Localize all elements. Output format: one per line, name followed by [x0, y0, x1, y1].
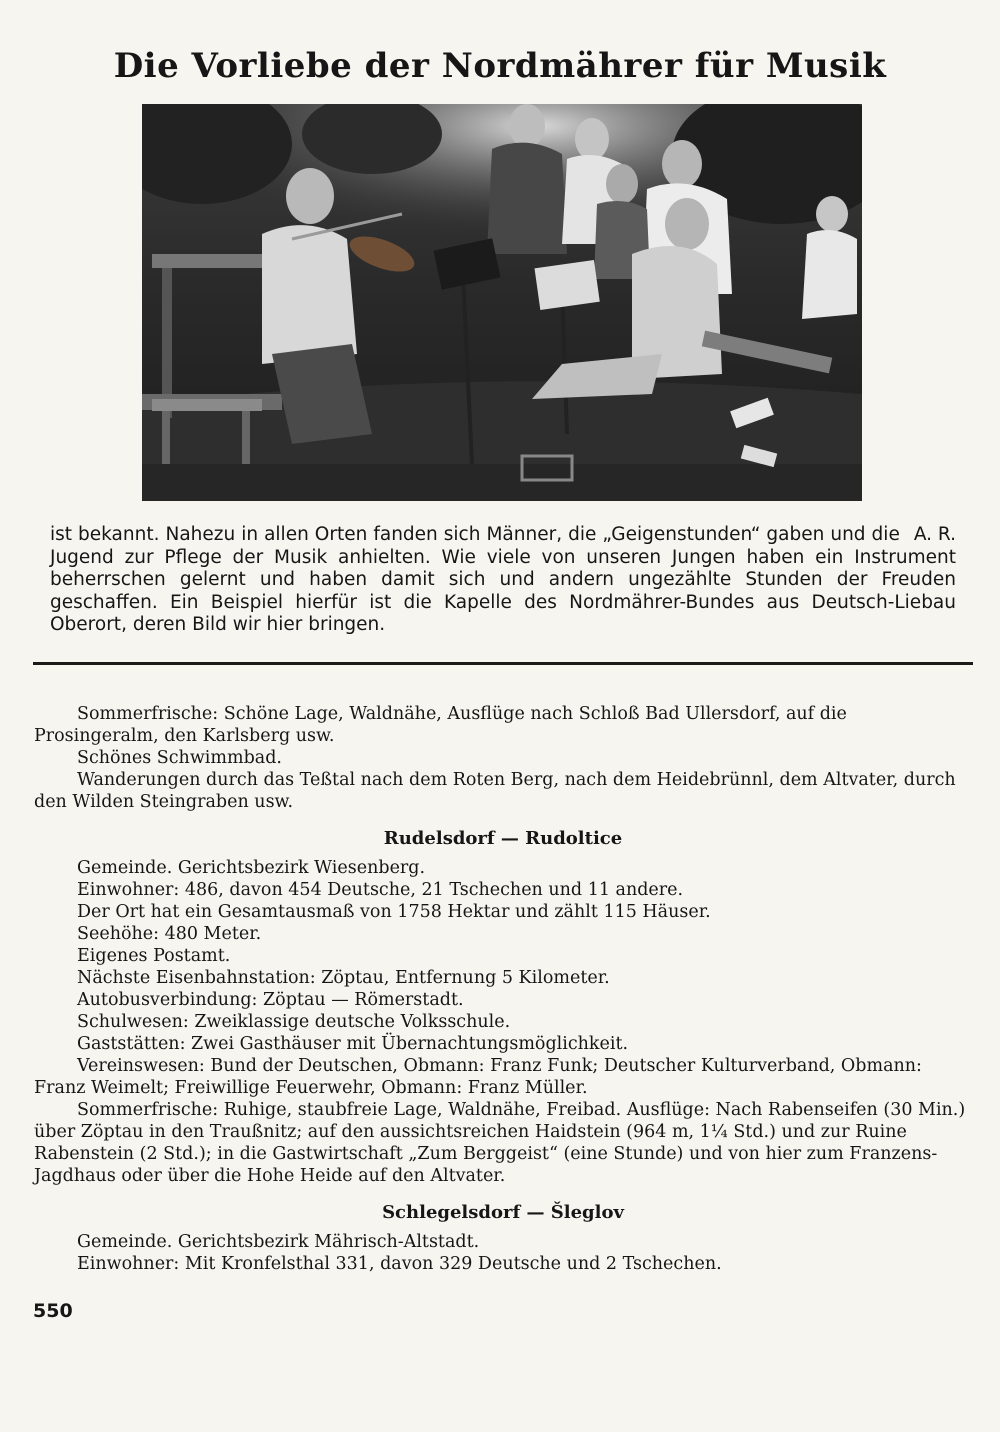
page-number: 550 [33, 1300, 73, 1322]
caption-signature: A. R. [913, 524, 956, 545]
page-title: Die Vorliebe der Nordmährer für Musik [113, 46, 887, 86]
photo-caption [50, 524, 956, 637]
paragraph: Gemeinde. Gerichtsbezirk Wiesenberg. [77, 858, 426, 878]
paragraph: Einwohner: 486, davon 454 Deutsche, 21 Tschechen und 11 andere. [77, 880, 684, 900]
photo-musicians [142, 104, 862, 501]
caption-body: ist bekannt. Nahezu in allen Orten fanden sich Männer, die „Geigenstunden“ gaben und die Jugend zur Pflege der Musik anhielten. Wie viele von unseren Jungen haben ein Instrument beherrschen gelernt und haben damit sich und andern ungezählte Stunden der Freuden geschaffen. Ein Beispiel hierfür ist die Kapelle des Nordmährer-Bundes aus Deutsch-Liebau Oberort, deren Bild wir hier bringen. [50, 524, 956, 635]
paragraph: Autobusverbindung: Zöptau — Römerstadt. [77, 990, 464, 1010]
paragraph: Gaststätten: Zwei Gasthäuser mit Übernachtungsmöglichkeit. [77, 1034, 629, 1054]
section-heading-schlegelsdorf: Schlegelsdorf — Šleglov [382, 1202, 624, 1223]
paragraph: Schönes Schwimmbad. [77, 748, 282, 768]
paragraph: Gemeinde. Gerichtsbezirk Mährisch-Altstadt. [77, 1232, 480, 1252]
paragraph: Seehöhe: 480 Meter. [77, 924, 262, 944]
section-divider [33, 662, 973, 665]
paragraph: Sommerfrische: Ruhige, staubfreie Lage, Waldnähe, Freibad. Ausflüge: Nach Rabenseifen (30 Min.) über Zöptau in den Traußnitz; auf den aussichtsreichen Haidstein (964 m, 1¼ Std.) und zur Ruine Rabenstein (2 Std.); in die Gastwirtschaft „Zum Berggeist“ (eine Stunde) und von hier zum Franzens-Jagdhaus oder über die Hohe Heide auf den Altvater. [34, 1100, 966, 1186]
photo-musicians-icon [142, 104, 862, 501]
paragraph: Einwohner: Mit Kronfelsthal 331, davon 329 Deutsche und 2 Tschechen. [77, 1254, 722, 1274]
paragraph: Eigenes Postamt. [77, 946, 231, 966]
paragraph: Schulwesen: Zweiklassige deutsche Volksschule. [77, 1012, 511, 1032]
section-heading-rudelsdorf: Rudelsdorf — Rudoltice [383, 828, 623, 849]
paragraph: Wanderungen durch das Teßtal nach dem Roten Berg, nach dem Heidebrünnl, dem Altvater, durch den Wilden Steingraben usw. [34, 770, 956, 812]
paragraph: Sommerfrische: Schöne Lage, Waldnähe, Ausflüge nach Schloß Bad Ullersdorf, auf die Prosingeralm, den Karlsberg usw. [34, 704, 847, 746]
paragraph: Der Ort hat ein Gesamtausmaß von 1758 Hektar und zählt 115 Häuser. [77, 902, 711, 922]
paragraph: Vereinswesen: Bund der Deutschen, Obmann: Franz Funk; Deutscher Kulturverband, Obmann: Franz Weimelt; Freiwillige Feuerwehr, Obmann: Franz Müller. [34, 1056, 922, 1098]
paragraph: Nächste Eisenbahnstation: Zöptau, Entfernung 5 Kilometer. [77, 968, 610, 988]
article-body [34, 703, 972, 1275]
caption-text [50, 524, 956, 637]
